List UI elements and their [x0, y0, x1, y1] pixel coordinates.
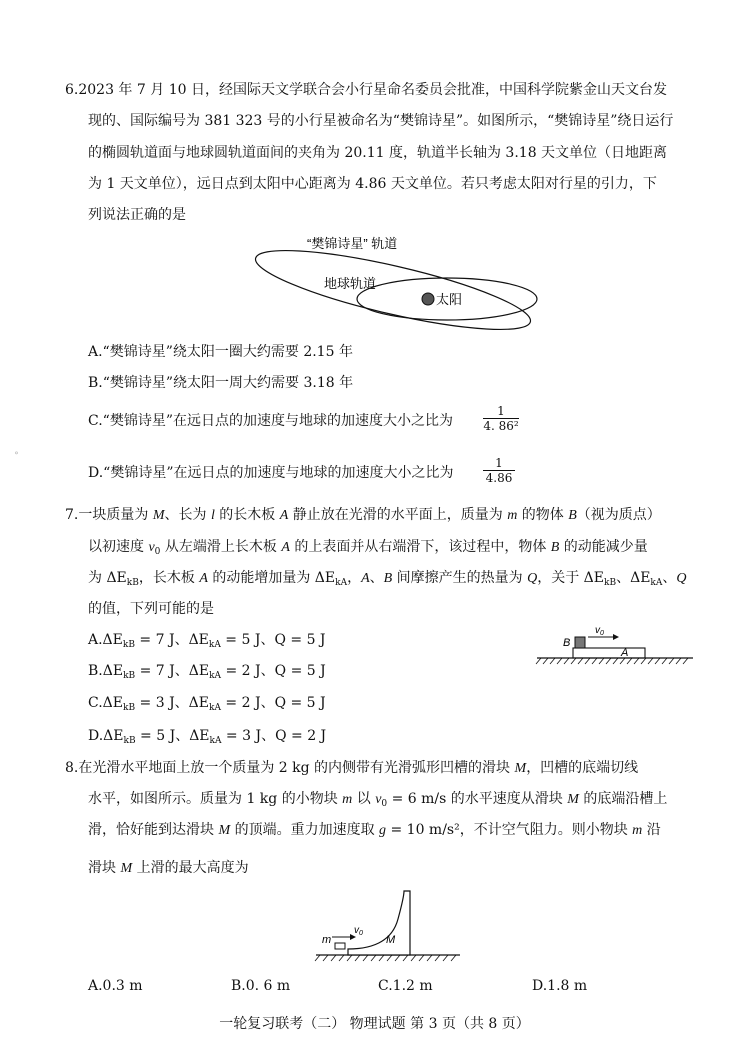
q6-option-b: B.“樊锦诗星”绕太阳一周大约需要 3.18 年 — [88, 375, 354, 391]
block-m-label: m — [322, 934, 332, 946]
q6-line-1: 6.2023 年 7 月 10 日，经国际天文学联合会小行星命名委员会批准，中国科学院紫金山天文台发 — [65, 82, 667, 98]
q8-option-d: D.1.8 m — [532, 978, 588, 994]
q8-line-4: 滑块 M 上滑的最大高度为 — [88, 860, 249, 876]
q6-line-5: 列说法正确的是 — [88, 207, 186, 223]
sun-icon — [422, 293, 434, 305]
q6-option-c: C.“樊锦诗星”在远日点的加速度与地球的加速度大小之比为 — [88, 413, 453, 429]
slider-m-label: M — [386, 934, 396, 946]
q7-line-1: 7.一块质量为 M、长为 l 的长木板 A 静止放在光滑的水平面上，质量为 m 的物体 B（视为质点） — [65, 507, 661, 523]
page-footer: 一轮复习联考（二） 物理试题 第 3 页（共 8 页） — [219, 1016, 530, 1032]
orbit-figure — [250, 228, 540, 338]
board-a — [573, 648, 645, 658]
q6-line-3: 的椭圆轨道面与地球圆轨道面间的夹角为 20.11 度，轨道半长轴为 3.18 天文单位（日地距离 — [88, 145, 668, 161]
block-b-label: B — [563, 637, 571, 649]
q6-option-a: A.“樊锦诗星”绕太阳一圈大约需要 2.15 年 — [88, 344, 353, 360]
velocity-label-2: $v_0$ — [354, 925, 363, 937]
q6-option-d-fraction — [483, 456, 515, 485]
slider-figure — [310, 885, 470, 963]
q7-option-a: $A.\Delta E_{kB} = 7$ J、$\Delta E_{kA} = 5$ J、Q = 5 J — [88, 632, 326, 650]
q7-option-b: $B.\Delta E_{kB} = 7$ J、$\Delta E_{kA} = 2$ J、Q = 5 J — [88, 663, 326, 681]
frac-c-denominator: 4. 86² — [483, 419, 519, 433]
q8-option-c: C.1.2 m — [378, 978, 433, 994]
q6-line-2: 现的、国际编号为 381 323 号的小行星被命名为“樊锦诗星”。如图所示，“樊锦诗星”绕日运行 — [88, 113, 674, 129]
scan-mark: ∘ — [14, 448, 19, 459]
earth-orbit-label: 地球轨道 — [324, 276, 377, 291]
sun-label: 太阳 — [436, 292, 463, 307]
q8-line-3: 滑，恰好能到达滑块 M 的顶端。重力加速度取 g = 10 m/s²，不计空气阻力。则小物块 m 沿 — [88, 822, 661, 838]
block-m — [335, 943, 345, 949]
frac-c-numerator: 1 — [497, 404, 505, 418]
q8-line-1: 8.在光滑水平地面上放一个质量为 2 kg 的内侧带有光滑弧形凹槽的滑块 M，凹槽的底端切线 — [65, 760, 639, 776]
board-a-label: A — [621, 647, 629, 659]
block-b — [575, 637, 585, 648]
frac-d-denominator: 4.86 — [483, 470, 515, 485]
board-figure — [535, 620, 695, 670]
velocity-label: $v_0$ — [595, 625, 604, 637]
frac-d-numerator: 1 — [495, 456, 503, 470]
slider-m-body — [348, 891, 410, 955]
q7-option-c: $C.\Delta E_{kB} = 3$ J、$\Delta E_{kA} = 2$ J、Q = 5 J — [88, 695, 326, 713]
q6-option-c-fraction — [483, 404, 519, 433]
q8-option-a: A.0.3 m — [88, 978, 143, 994]
q8-option-b: B.0. 6 m — [231, 978, 291, 994]
q6-line-4: 为 1 天文单位），远日点到太阳中心距离为 4.86 天文单位。若只考虑太阳对行星的引力，下 — [88, 176, 657, 192]
q7-line-3: 为 $\Delta E_{kB}$，长木板 A 的动能增加量为 $\Delta E_{kA}$，A、B 间摩擦产生的热量为 Q，关于 $\Delta E_{kB}$、$\Delta E_{kA}$、Q — [88, 570, 687, 588]
q7-line-4: 的值，下列可能的是 — [88, 601, 214, 617]
q7-line-2: 以初速度 $v_0$ 从左端滑上长木板 A 的上表面并从右端滑下，该过程中，物体 B 的动能减少量 — [88, 539, 648, 557]
orbit-label: “樊锦诗星” 轨道 — [307, 236, 398, 251]
q6-option-d: D.“樊锦诗星”在远日点的加速度与地球的加速度大小之比为 — [88, 465, 454, 481]
q7-option-d: $D.\Delta E_{kB} = 5$ J、$\Delta E_{kA} = 3$ J、Q = 2 J — [88, 728, 327, 746]
q8-line-2: 水平，如图所示。质量为 1 kg 的小物块 m 以 $v_0 = 6$ m/s 的水平速度从滑块 M 的底端沿槽上 — [88, 791, 668, 809]
